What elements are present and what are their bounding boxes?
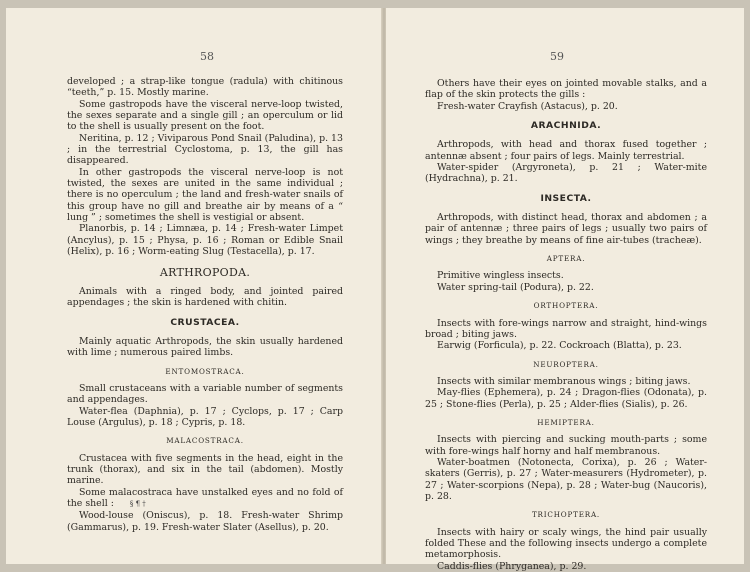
heading-arachnida: ARACHNIDA. bbox=[530, 120, 602, 132]
heading-insecta: INSECTA. bbox=[540, 192, 592, 204]
page-number-right: 59 bbox=[550, 50, 564, 63]
paragraph: Others have their eyes on jointed movable stalks, and a flap of the skin protects the gills : bbox=[425, 78, 707, 101]
margin-mark: § ¶ † bbox=[129, 500, 146, 508]
paragraph: Fresh-water Crayfish (Astacus), p. 20. bbox=[437, 100, 618, 112]
heading-orthoptera: ORTHOPTERA. bbox=[533, 301, 599, 311]
paragraph: Arthropods, with distinct head, thorax and abdomen ; a pair of antennæ ; three pairs of legs ; usually two pairs of wings ; they breathe by means of fine air-tubes (tracheæ). bbox=[425, 212, 707, 246]
paragraph: Wood-louse (Oniscus), p. 18. Fresh-water Shrimp (Gammarus), p. 19. Fresh-water Slater (Asellus), p. 20. bbox=[67, 510, 343, 533]
paragraph: Small crustaceans with a variable number of segments and appendages. bbox=[67, 382, 343, 406]
heading-trichoptera: TRICHOPTERA. bbox=[531, 510, 601, 520]
paragraph: Water-flea (Daphnia), p. 17 ; Cyclops, p. 17 ; Carp Louse (Argulus), p. 18 ; Cypris, p. 18. bbox=[67, 405, 343, 428]
left-page bbox=[6, 8, 382, 564]
paragraph: Caddis-flies (Phryganea), p. 29. bbox=[437, 560, 587, 572]
paragraph: Water-spider (Argyroneta), p. 21 ; Water-mite (Hydrachna), p. 21. bbox=[425, 162, 707, 185]
paragraph: Water spring-tail (Podura), p. 22. bbox=[437, 281, 594, 293]
heading-aptera: APTERA. bbox=[546, 254, 586, 264]
paragraph: Primitive wingless insects. bbox=[437, 270, 564, 282]
paragraph: Water-boatmen (Notonecta, Corixa), p. 26 ; Water-skaters (Gerris), p. 27 ; Water-measurers (Hydrometer), p. 27 ; Water-scorpions (Nepa), p. 28 ; Water-bug (Naucoris), p. 28. bbox=[425, 456, 707, 502]
paragraph: Insects with piercing and sucking mouth-parts ; some with fore-wings half horny and half membranous. bbox=[425, 434, 707, 457]
paragraph: Insects with similar membranous wings ; biting jaws. bbox=[437, 375, 691, 387]
left-page-text bbox=[67, 76, 343, 533]
paragraph: Neritina, p. 12 ; Viviparous Pond Snail (Paludina), p. 13 ; in the terrestrial Cyclostoma, p. 13, the gill has disappeared. bbox=[67, 132, 343, 167]
paragraph: Insects with fore-wings narrow and straight, hind-wings broad ; biting jaws. bbox=[425, 317, 707, 340]
heading-entomostraca: ENTOMOSTRACA. bbox=[165, 366, 245, 376]
paragraph: Some gastropods have the visceral nerve-loop twisted, the sexes separate and a single gill ; an operculum or lid to the shell is usually present on the foot. bbox=[67, 98, 343, 133]
heading-neuroptera: NEUROPTERA. bbox=[533, 359, 599, 369]
paragraph: developed ; a strap-like tongue (radula) with chitinous “teeth,” p. 15. Mostly marine. bbox=[67, 76, 343, 99]
page-number-left: 58 bbox=[200, 50, 214, 63]
heading-arthropoda: ARTHROPODA. bbox=[159, 265, 251, 279]
paragraph: Planorbis, p. 14 ; Limnæa, p. 14 ; Fresh-water Limpet (Ancylus), p. 15 ; Physa, p. 16 ; Roman or Edible Snail (Helix), p. 16 ; Worm-eating Slug (Testacella), p. 17. bbox=[67, 223, 343, 258]
paragraph: Earwig (Forficula), p. 22. Cockroach (Blatta), p. 23. bbox=[437, 340, 682, 352]
paragraph: Crustacea with five segments in the head, eight in the trunk (thorax), and six in the tail (abdomen). Mostly marine. bbox=[67, 452, 343, 487]
heading-crustacea: CRUSTACEA. bbox=[170, 316, 240, 328]
paragraph: Animals with a ringed body, and jointed paired appendages ; the skin is hardened with chitin. bbox=[67, 285, 343, 309]
paragraph-text: Some malacostraca have unstalked eyes and no fold of the shell : bbox=[67, 486, 343, 509]
paragraph: Mainly aquatic Arthropods, the skin usually hardened with lime ; numerous paired limbs. bbox=[67, 335, 343, 359]
heading-malacostraca: MALACOSTRACA. bbox=[166, 436, 244, 446]
paragraph: Arthropods, with head and thorax fused together ; antennæ absent ; four pairs of legs. Mainly terrestrial. bbox=[425, 139, 707, 162]
heading-hemiptera: HEMIPTERA. bbox=[537, 417, 595, 427]
paragraph: May-flies (Ephemera), p. 24 ; Dragon-flies (Odonata), p. 25 ; Stone-flies (Perla), p. 25 ; Alder-flies (Sialis), p. 26. bbox=[425, 387, 707, 410]
right-page bbox=[386, 8, 744, 572]
paragraph bbox=[67, 487, 343, 511]
paragraph: In other gastropods the visceral nerve-loop is not twisted, the sexes are united in the same individual ; there is no operculum ; the land and fresh-water snails of this group have no gill and breathe air by means of a “ lung ” ; sometimes the shell is vestigial or absent. bbox=[67, 166, 343, 224]
right-page-text bbox=[425, 78, 707, 572]
paragraph: Insects with hairy or scaly wings, the hind pair usually folded These and the following insects undergo a complete metamorphosis. bbox=[425, 526, 707, 561]
